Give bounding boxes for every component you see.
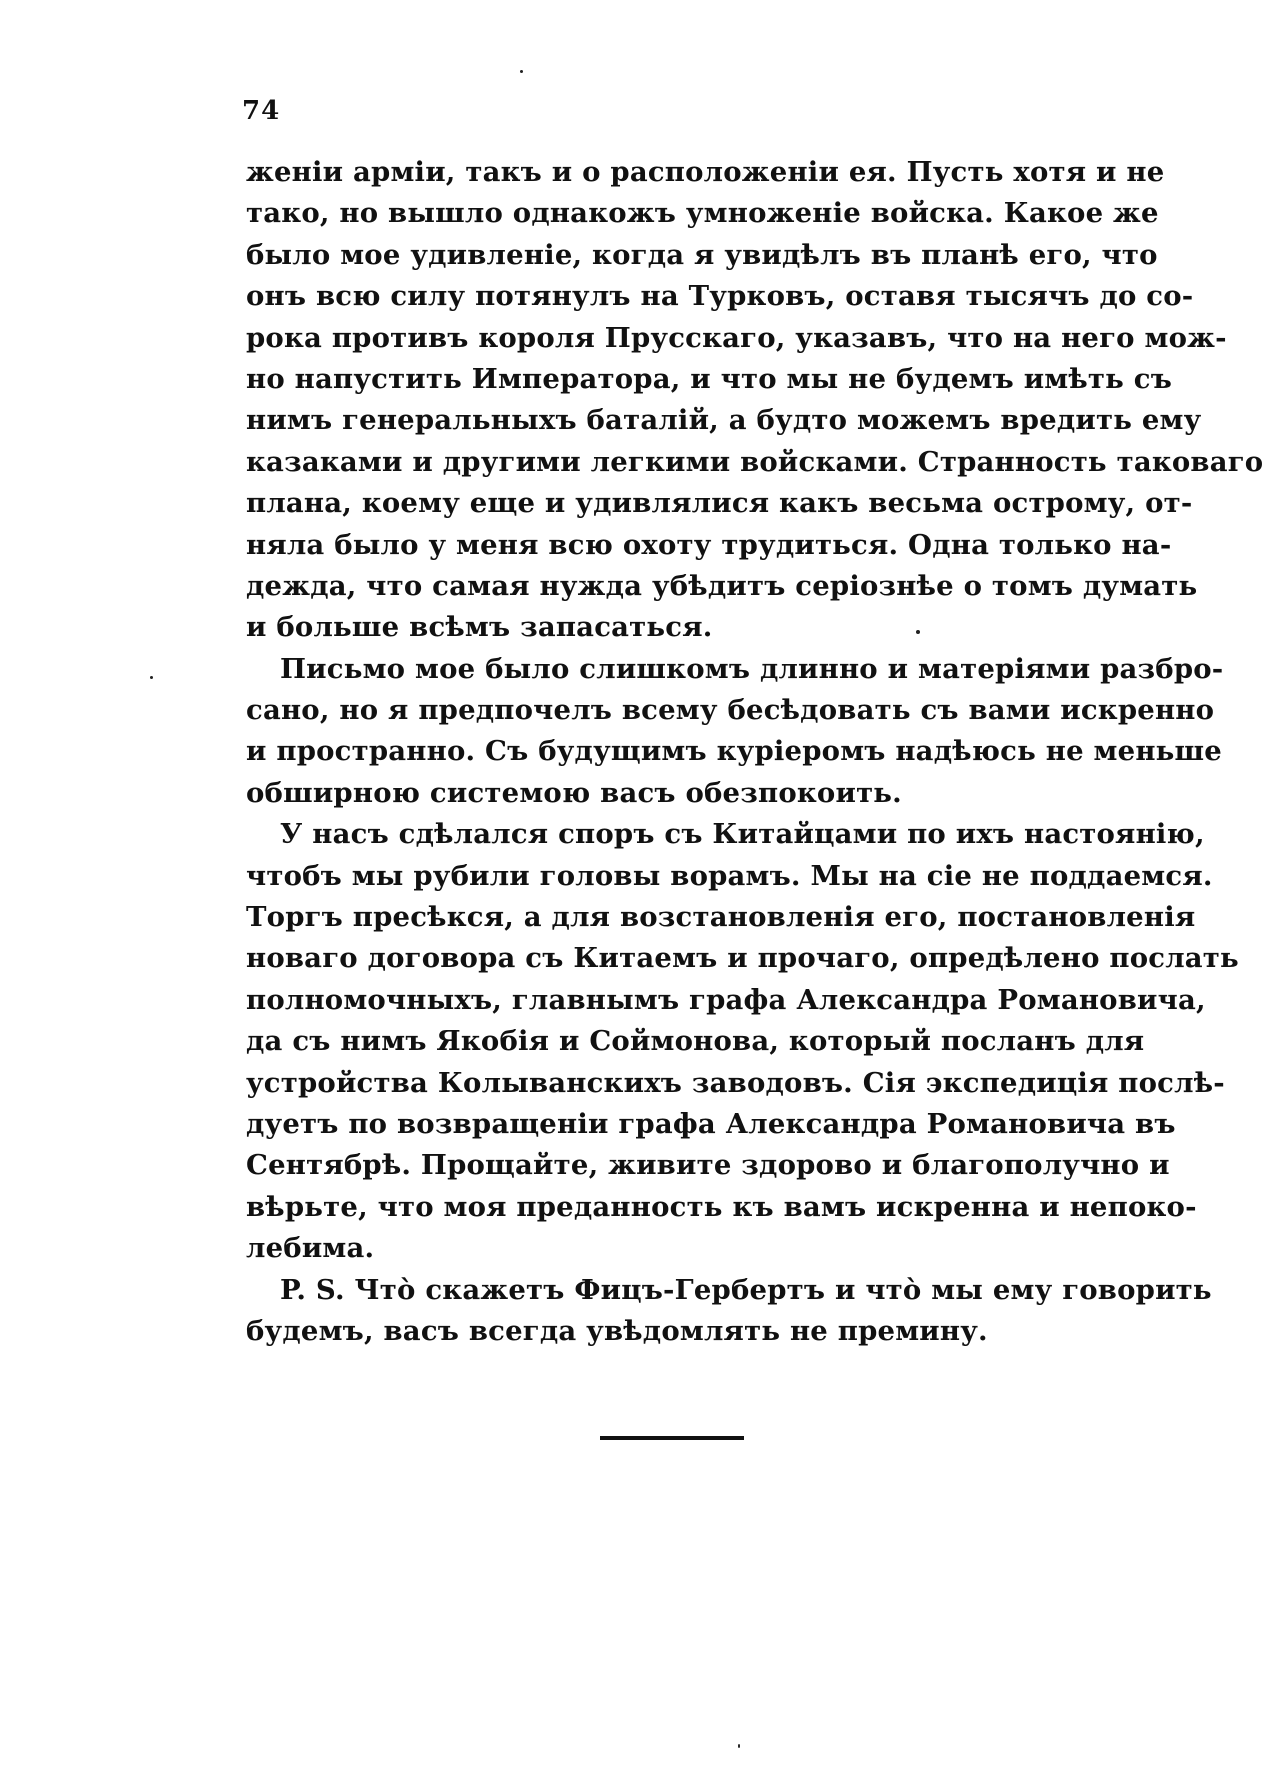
text-line: полномочныхъ, главнымъ графа Александра Романовича, [246, 983, 1206, 1016]
text-line: да съ нимъ Якобія и Соймонова, который посланъ для [246, 1025, 1145, 1058]
text-line: плана, коему еще и удивлялися какъ весьма острому, от- [246, 487, 1193, 520]
scan-speck [738, 1744, 740, 1748]
text-line: обширною системою васъ обезпокоить. [246, 776, 902, 809]
text-line: чтобъ мы рубили головы ворамъ. Мы на сіе не поддаемся. [246, 859, 1213, 892]
text-line: онъ всю силу потянулъ на Турковъ, оставя тысячъ до со- [246, 280, 1194, 313]
text-line: сано, но я предпочелъ всему бесѣдовать съ вами искренно [246, 694, 1215, 727]
text-line: P. S. Чтò скажетъ Фицъ-Гербертъ и чтò мы ему говорить [280, 1273, 1212, 1306]
text-line: Письмо мое было слишкомъ длинно и матеріями разбро- [280, 652, 1224, 685]
text-line: Торгъ пресѣкся, а для возстановленія его, постановленія [246, 901, 1196, 934]
text-line: вѣрьте, что моя преданность къ вамъ искренна и непоко- [246, 1190, 1197, 1223]
text-line: новаго договора съ Китаемъ и прочаго, опредѣлено послать [246, 942, 1239, 975]
text-line: нимъ генеральныхъ баталій, а будто можемъ вредить ему [246, 404, 1202, 437]
scan-speck [916, 630, 920, 634]
text-line: тако, но вышло однакожъ умноженіе войска. Какое же [246, 197, 1159, 230]
scan-speck [150, 676, 153, 679]
text-line: казаками и другими легкими войсками. Странность таковаго [246, 445, 1263, 478]
text-line: Сентябрѣ. Прощайте, живите здорово и благополучно и [246, 1149, 1170, 1182]
scan-speck [520, 70, 523, 73]
text-line: было мое удивленіе, когда я увидѣлъ въ планѣ его, что [246, 238, 1158, 271]
text-line: дуетъ по возвращеніи графа Александра Романовича въ [246, 1107, 1176, 1140]
text-line: лебима. [246, 1232, 375, 1265]
closing-rule [600, 1436, 744, 1440]
text-line: няла было у меня всю охоту трудиться. Одна только на- [246, 528, 1172, 561]
body-text [246, 152, 1263, 1352]
text-line: и пространно. Съ будущимъ курiеромъ надѣюсь не меньше [246, 735, 1222, 768]
text-line: дежда, что самая нужда убѣдитъ серіознѣе о томъ думать [246, 569, 1198, 602]
text-line: рока противъ короля Прусскаго, указавъ, что на него мож- [246, 321, 1227, 354]
text-line: устройства Колыванскихъ заводовъ. Сія экспедиція послѣ- [246, 1066, 1225, 1099]
text-line: будемъ, васъ всегда увѣдомлять не премину. [246, 1314, 988, 1347]
page-number: 74 [242, 96, 281, 126]
text-line: У насъ сдѣлался споръ съ Китайцами по ихъ настоянію, [280, 818, 1205, 851]
text-line: но напустить Императора, и что мы не будемъ имѣть съ [246, 362, 1173, 395]
text-line: женіи арміи, такъ и о расположеніи ея. Пусть хотя и не [246, 156, 1165, 188]
text-line: и больше всѣмъ запасаться. [246, 611, 713, 644]
